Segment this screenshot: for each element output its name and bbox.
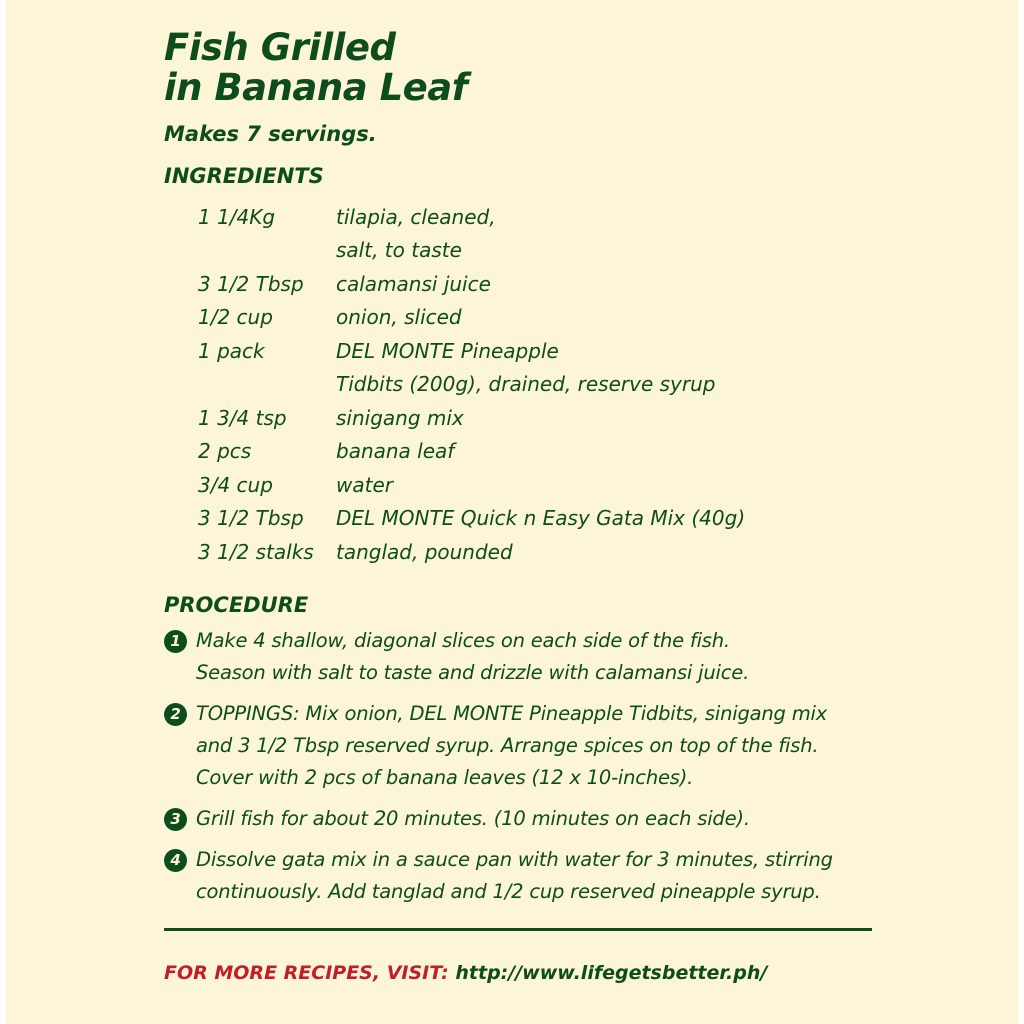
ingredients-list: [198, 200, 838, 569]
ingredient-qty: 3 1/2 Tbsp: [198, 271, 304, 296]
step-number-badge: 1: [164, 630, 187, 653]
ingredient-item: calamansi juice: [336, 271, 491, 296]
ingredients-heading: INGREDIENTS: [164, 164, 324, 188]
ingredient-row: [198, 200, 838, 234]
ingredient-item: tanglad, pounded: [336, 539, 513, 564]
ingredient-item: salt, to taste: [336, 238, 462, 263]
title-line-1: Fish Grilled: [164, 26, 396, 69]
step-number-badge: 4: [164, 849, 187, 872]
ingredient-item: water: [336, 472, 393, 497]
ingredient-item: onion, sliced: [336, 305, 462, 330]
ingredient-qty: 1 pack: [198, 338, 265, 363]
ingredient-item: Tidbits (200g), drained, reserve syrup: [336, 372, 716, 397]
step-text-line: Grill fish for about 20 minutes. (10 minutes on each side).: [196, 807, 750, 830]
ingredient-qty: 1 3/4 tsp: [198, 405, 287, 430]
ingredient-qty: 3/4 cup: [198, 472, 273, 497]
ingredient-item: banana leaf: [336, 439, 455, 464]
ingredient-row: [198, 401, 838, 435]
footer: [164, 962, 767, 984]
ingredient-item: DEL MONTE Pineapple: [336, 338, 559, 363]
ingredient-row: [198, 267, 838, 301]
step-text-line: Season with salt to taste and drizzle with calamansi juice.: [196, 661, 750, 684]
ingredient-qty: 3 1/2 stalks: [198, 539, 314, 564]
step-text-line: Dissolve gata mix in a sauce pan with water for 3 minutes, stirring: [196, 848, 833, 871]
servings-text: Makes 7 servings.: [164, 122, 377, 146]
procedure-step-1: [164, 625, 874, 689]
recipe-title: [164, 28, 467, 108]
footer-url-link[interactable]: http://www.lifegetsbetter.ph/: [455, 962, 768, 984]
ingredient-row: [198, 468, 838, 502]
step-number-badge: 2: [164, 703, 187, 726]
step-text-line: Cover with 2 pcs of banana leaves (12 x 10-inches).: [196, 766, 694, 789]
ingredient-item: DEL MONTE Quick n Easy Gata Mix (40g): [336, 506, 746, 531]
recipe-card: [6, 0, 1018, 1024]
procedure-heading: PROCEDURE: [164, 593, 309, 617]
ingredient-row: [198, 535, 838, 569]
procedure-steps: [164, 625, 874, 917]
procedure-step-3: [164, 803, 874, 835]
ingredient-row: [198, 502, 838, 536]
ingredient-row: [198, 301, 838, 335]
step-text-line: TOPPINGS: Mix onion, DEL MONTE Pineapple Tidbits, sinigang mix: [196, 702, 828, 725]
ingredient-row: [198, 334, 838, 368]
step-number-badge: 3: [164, 808, 187, 831]
ingredient-qty: 2 pcs: [198, 439, 252, 464]
ingredient-row: [198, 435, 838, 469]
step-text-line: and 3 1/2 Tbsp reserved syrup. Arrange spices on top of the fish.: [196, 734, 819, 757]
step-text-line: Make 4 shallow, diagonal slices on each side of the fish.: [196, 629, 730, 652]
procedure-step-4: [164, 844, 874, 908]
ingredient-row: [198, 368, 838, 402]
ingredient-item: tilapia, cleaned,: [336, 204, 496, 229]
ingredient-qty: 1/2 cup: [198, 305, 273, 330]
footer-divider: [164, 928, 872, 931]
ingredient-item: sinigang mix: [336, 405, 464, 430]
title-line-2: in Banana Leaf: [164, 66, 468, 109]
procedure-step-2: [164, 698, 874, 794]
ingredient-qty: 1 1/4Kg: [198, 204, 276, 229]
footer-label: FOR MORE RECIPES, VISIT:: [164, 962, 449, 984]
ingredient-qty: 3 1/2 Tbsp: [198, 506, 304, 531]
step-text-line: continuously. Add tanglad and 1/2 cup reserved pineapple syrup.: [196, 880, 821, 903]
ingredient-row: [198, 234, 838, 268]
